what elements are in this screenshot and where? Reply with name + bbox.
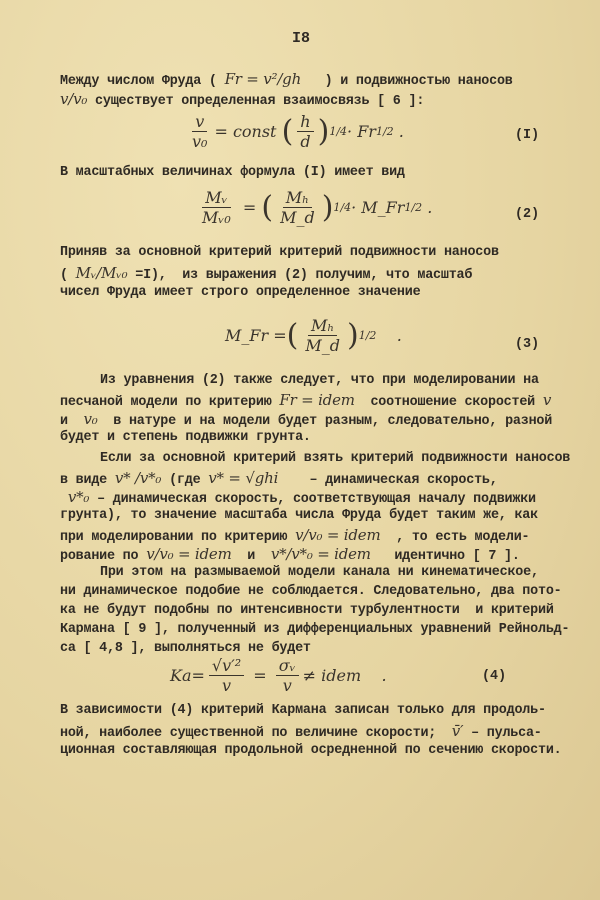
- eq2-exponent-1: 1/4: [333, 201, 352, 214]
- text-line: [60, 526, 529, 547]
- text-line: [60, 621, 569, 639]
- text-line: [60, 429, 311, 447]
- eq4-denominator-1: v: [222, 676, 232, 695]
- eq3-inner-numerator: Mₕ: [308, 316, 337, 336]
- eq1-froude: · Fr: [347, 122, 376, 141]
- text-line: [60, 164, 405, 182]
- text-run: В зависимости (4) критерий Кармана записан только для продоль-: [60, 703, 546, 718]
- eq2-denominator: Mᵥ₀: [202, 208, 231, 227]
- text-run: и: [231, 549, 271, 564]
- inline-formula: Fr = v²/gh: [224, 70, 302, 88]
- text-run: существует определенная взаимосвязь [ 6 ]:: [87, 94, 425, 109]
- inline-formula: Fr = idem: [279, 391, 355, 409]
- text-line: [60, 488, 536, 509]
- text-line: [60, 583, 561, 601]
- eq2-period: .: [427, 198, 433, 217]
- eq1-period: .: [398, 122, 404, 141]
- text-run: Если за основной критерий взять критерий подвижности наносов: [100, 451, 571, 466]
- text-run: Кармана [ 9 ], полученный из дифференциальных уравнений Рейнольд-: [60, 622, 570, 637]
- eq4-equals: =: [191, 666, 205, 685]
- text-line: [100, 450, 570, 468]
- inline-formula: v/v₀: [60, 90, 88, 108]
- text-run: ционная составляющая продольной осредненной по сечению скорости.: [60, 743, 562, 758]
- inline-formula: v*₀: [67, 488, 90, 506]
- page-number: I8: [292, 30, 311, 47]
- text-run: При этом на размываемой модели канала ни кинематическое,: [100, 565, 539, 580]
- text-run: (: [60, 268, 76, 283]
- eq1-equals: = const: [214, 122, 277, 141]
- eq4-numerator-2: σᵥ: [276, 656, 299, 676]
- text-line: [60, 545, 520, 566]
- text-run: и: [60, 414, 84, 429]
- text-line: [60, 391, 551, 412]
- inline-formula: v₀: [83, 410, 98, 428]
- eq4-denominator-2: v: [282, 676, 292, 695]
- text-run: ни динамическое подобие не соблюдается. Следовательно, два пото-: [60, 584, 562, 599]
- text-run: – динамическая скорость,: [278, 473, 498, 488]
- text-run: Из уравнения (2) также следует, что при моделировании на: [100, 373, 539, 388]
- inline-formula: Mᵥ/Mᵥ₀: [75, 264, 128, 282]
- text-run: Приняв за основной критерий критерий подвижности наносов: [60, 245, 499, 260]
- eq1-numerator: v: [192, 112, 207, 132]
- text-run: (где: [161, 473, 209, 488]
- text-line: [60, 410, 552, 431]
- eq4-period: .: [381, 666, 387, 685]
- equation-2-label: (2): [515, 207, 540, 222]
- eq2-equals: =: [242, 198, 257, 217]
- text-line: [60, 284, 420, 302]
- text-line: [60, 722, 542, 743]
- text-run: ной, наиболее существенной по величине скорости;: [60, 726, 452, 741]
- eq1-exponent-1: 1/4: [329, 125, 348, 138]
- text-line: [60, 507, 538, 525]
- text-run: , то есть модели-: [380, 530, 530, 545]
- text-line: [60, 264, 472, 285]
- eq3-lhs: M_Fr: [225, 326, 269, 345]
- text-line: [60, 742, 561, 760]
- text-line: [100, 564, 539, 582]
- text-run: – пульса-: [463, 726, 542, 741]
- text-run: рование по: [60, 549, 147, 564]
- text-run: [60, 492, 68, 507]
- eq1-exponent-2: 1/2: [375, 125, 394, 138]
- eq2-froude-scale: · M_Fr: [351, 198, 405, 217]
- eq3-inner-denominator: M_d: [305, 336, 340, 355]
- inline-formula: v* /v*₀: [114, 469, 162, 487]
- text-run: чисел Фруда имеет строго определенное значение: [60, 285, 421, 300]
- inline-formula: v/v₀ = idem: [295, 526, 381, 544]
- text-run: грунта), то значение масштаба числа Фруда будет таким же, как: [60, 508, 538, 523]
- equation-3-label: (3): [515, 337, 540, 352]
- text-run: при моделировании по критерию: [60, 530, 296, 545]
- eq2-numerator: Mᵥ: [202, 188, 230, 208]
- equation-4: [170, 656, 387, 695]
- text-line: [60, 90, 424, 111]
- text-run: =I), из выражения (2) получим, что масштаб: [127, 268, 473, 283]
- eq4-rhs: ≠ idem: [302, 666, 362, 685]
- inline-formula: v/v₀ = idem: [146, 545, 232, 563]
- text-line: [60, 469, 498, 490]
- eq2-exponent-2: 1/2: [404, 201, 423, 214]
- equation-1-label: (I): [515, 128, 540, 143]
- eq4-lhs: Ka: [170, 666, 192, 685]
- text-line: [60, 244, 499, 262]
- eq2-inner-numerator: Mₕ: [283, 188, 312, 208]
- eq4-numerator-1: √v′²: [209, 656, 244, 676]
- text-run: Между числом Фруда (: [60, 74, 225, 89]
- eq3-period: .: [396, 326, 402, 345]
- equation-4-label: (4): [482, 669, 507, 684]
- equation-3: M_Fr = ( $\frac{\text{Mₕ}}{M\_d}$ ) 1/2 .: [225, 316, 402, 355]
- text-line: [60, 702, 546, 720]
- eq1-inner-numerator: h: [297, 112, 313, 132]
- text-line: [60, 602, 554, 620]
- text-line: [60, 70, 513, 91]
- inline-formula: v* = √ghi: [208, 469, 279, 487]
- equation-2: $\frac{\text{Mᵥ}}{\text{Mᵥ₀}}$ = ( $\frac{\text{Mₕ}}{M\_d}$ ) 1/4 · M_Fr 1/2 .: [195, 188, 432, 227]
- text-run: песчаной модели по критерию: [60, 395, 280, 410]
- eq3-equals: =: [273, 326, 287, 345]
- eq4-equals-2: =: [253, 666, 267, 685]
- eq2-inner-denominator: M_d: [280, 208, 315, 227]
- text-run: – динамическая скорость, соответствующая началу подвижки: [89, 492, 536, 507]
- inline-formula: v*/v*₀ = idem: [270, 545, 371, 563]
- text-run: соотношение скоростей: [354, 395, 543, 410]
- text-run: ) и подвижностью наносов: [301, 74, 513, 89]
- eq3-exponent: 1/2: [358, 329, 377, 342]
- eq1-inner-denominator: d: [300, 132, 311, 151]
- equation-1: $\frac{v}{\text{v₀}}$ = const ( $\frac{h}{d}$ ) 1/4 · Fr 1/2 .: [185, 112, 404, 151]
- text-line: [100, 372, 539, 390]
- text-run: идентично [ 7 ].: [370, 549, 520, 564]
- text-run: В масштабных величинах формула (I) имеет вид: [60, 165, 405, 180]
- text-run: в виде: [60, 473, 115, 488]
- text-run: будет и степень подвижки грунта.: [60, 430, 311, 445]
- text-run: ка не будут подобны по интенсивности турбулентности и критерий: [60, 603, 554, 618]
- inline-formula: v: [542, 391, 552, 409]
- eq1-denominator: v₀: [192, 132, 208, 151]
- text-run: са [ 4,8 ], выполняться не будет: [60, 641, 311, 656]
- inline-formula: v̄′: [451, 722, 464, 740]
- text-run: в натуре и на модели будет разным, следовательно, разной: [97, 414, 553, 429]
